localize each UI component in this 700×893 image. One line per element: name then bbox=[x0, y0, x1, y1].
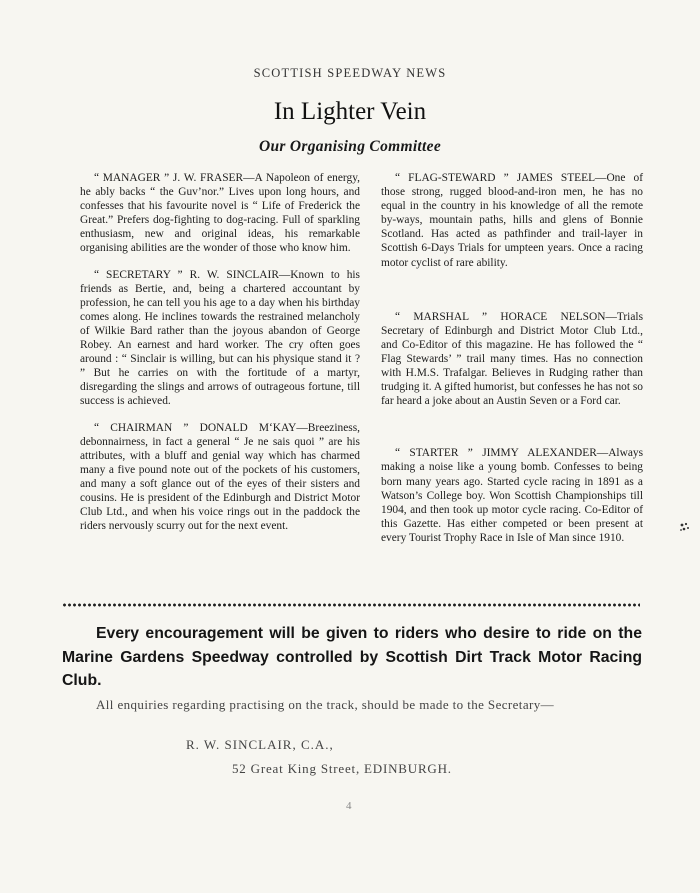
ink-speck-icon bbox=[678, 520, 692, 534]
notice-headline-text: Every encouragement will be given to riders who desire to ride on the Marine Gardens Speedway controlled by Scottish Dirt Track Motor Racing Club. bbox=[62, 625, 642, 689]
entry-marshal: “ MARSHAL ” HORACE NELSON—Trials Secretary of Edinburgh and District Motor Club Ltd., and Co-Editor of this magazine. He has followed the “ Flag Stewards’ ” trail many times. Has no connection with H.M.S. Trafalgar. Believes in Rudging rather than trudging it. A gifted humorist, but confesses he has not so far heard a joke about an Austin Seven or a Ford car. bbox=[381, 310, 643, 408]
left-column bbox=[80, 171, 360, 545]
entry-starter: “ STARTER ” JIMMY ALEXANDER—Always making a noise like a young bomb. Confesses to being born many years ago. Started cycle racing in 1891 as a Watson’s College boy. Won Scottish Championships till 1904, and then took up motor cycle racing. Co-Editor of this Gazette. Has either competed or been present at every Tourist Trophy Race in Isle of Man since 1910. bbox=[381, 447, 643, 544]
dotted-divider bbox=[62, 602, 640, 608]
contact-address: 52 Great King Street, EDINBURGH. bbox=[232, 761, 452, 776]
notice-headline bbox=[62, 622, 642, 693]
entry-chairman: “ CHAIRMAN ” DONALD M‘KAY—Breeziness, debonnairness, in fact a general “ Je ne sais quoi ” are his attributes, with a bluff and genial way which has charmed many a five pound note out of the pockets of his customers, and many a soft glance out of the eyes of their sisters and cousins. He is president of the Edinburgh and District Motor Club Ltd., and when his voice rings out in the paddock the riders nervously scurry out for the next event. bbox=[80, 421, 360, 533]
page-number: 4 bbox=[346, 800, 352, 812]
contact-name: R. W. SINCLAIR, C.A., bbox=[186, 737, 334, 752]
entry-flag-steward: “ FLAG-STEWARD ” JAMES STEEL—One of those strong, rugged blood-and-iron men, he has no equal in the country in his knowledge of all the remote by-ways, mountain paths, hills and glens of Bonnie Scotland. Has acted as pathfinder and trail-layer in Scottish 6-Days Trials for umpteen years. Once a racing motor cyclist of rare ability. bbox=[381, 172, 643, 269]
enquiry-paragraph: All enquiries regarding practising on the track, should be made to the Secretary— bbox=[96, 697, 555, 712]
entry-manager: “ MANAGER ” J. W. FRASER—A Napoleon of energy, he ably backs “ the Guv’nor.” Lives upon long hours, and confesses that his favourite novel is “ Life of Frederick the Great.” Prefers dog-fighting to dog-racing. Full of sparkling enthusiasm, new and original ideas, his remarkable organising abilities are the wonder of those who know him. bbox=[80, 172, 360, 255]
page-title: In Lighter Vein bbox=[273, 98, 427, 125]
page-subtitle: Our Organising Committee bbox=[258, 138, 442, 155]
running-head: SCOTTISH SPEEDWAY NEWS bbox=[253, 66, 447, 80]
right-column bbox=[381, 171, 643, 557]
enquiry-text bbox=[62, 695, 642, 715]
entry-secretary: “ SECRETARY ” R. W. SINCLAIR—Known to his friends as Bertie, and, being a chartered accountant by profession, he can tell you his age to a day when his birthday comes along. He inclines towards the restrained melancholy of Wilkie Bard rather than the joyous abandon of George Robey. An earnest and hard worker. The cry often goes around : “ Sinclair is willing, but can his physique stand it ? ” But he carries on with the fortitude of a martyr, disregarding the slings and arrows of outrageous fortune, till success is achieved. bbox=[80, 268, 360, 408]
